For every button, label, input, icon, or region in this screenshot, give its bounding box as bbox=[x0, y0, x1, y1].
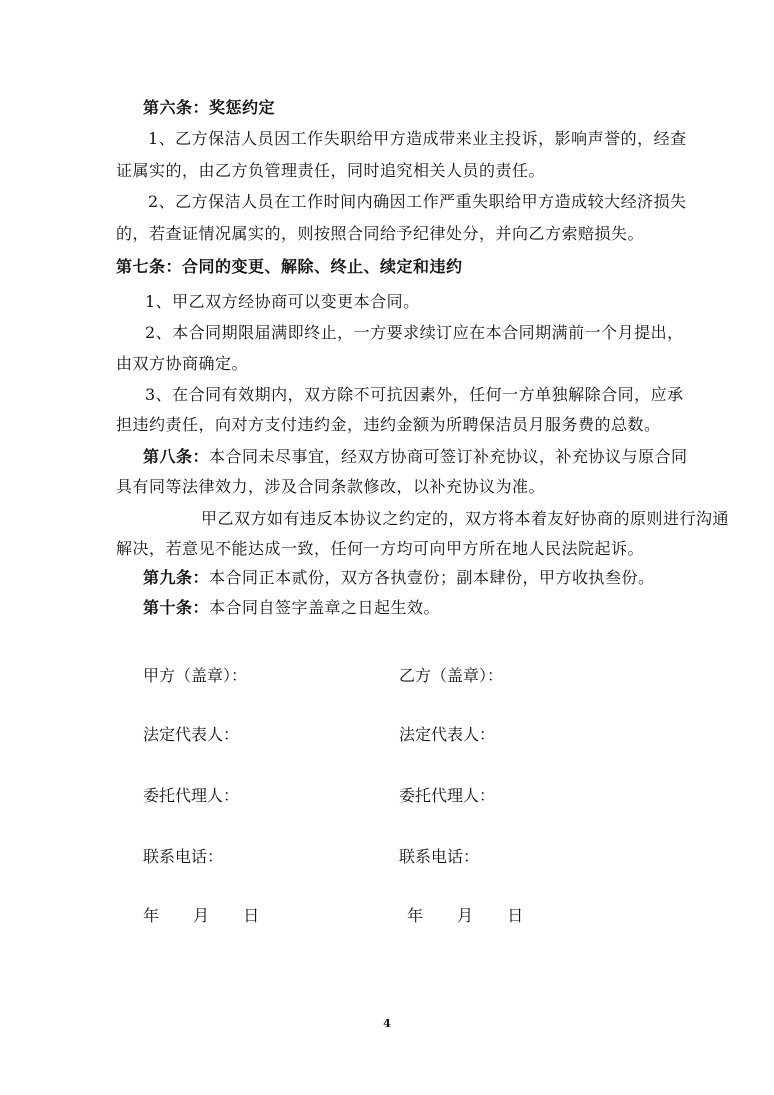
article8-text: 本合同未尽事宜，经双方协商可签订补充协议，补充协议与原合同 bbox=[209, 447, 688, 466]
party-b-year: 年 bbox=[407, 906, 424, 925]
article7-para2-line1: 2、本合同期限届满即终止，一方要求续订应在本合同期满前一个月提出， bbox=[145, 323, 684, 342]
article10-line bbox=[143, 597, 440, 619]
party-a-date bbox=[143, 905, 259, 927]
party-a-day: 日 bbox=[243, 906, 260, 925]
article6-para2-line2: 的，若查证情况属实的，则按照合同给予纪律处分，并向乙方索赔损失。 bbox=[116, 224, 645, 243]
party-b-phone-label: 联系电话： bbox=[399, 847, 480, 866]
article9-line bbox=[143, 567, 655, 589]
article10-text: 本合同自签字盖章之日起生效。 bbox=[209, 598, 441, 617]
party-b-day: 日 bbox=[507, 906, 524, 925]
article6-para1-line1: 1、乙方保洁人员因工作失职给甲方造成带来业主投诉，影响声誉的，经查 bbox=[148, 129, 687, 148]
dispute-line1: 甲乙双方如有违反本协议之约定的，双方将本着友好协商的原则进行沟通 bbox=[201, 509, 730, 528]
party-a-seal-label: 甲方（盖章）： bbox=[143, 666, 248, 685]
article7-para3-line2: 担违约责任，向对方支付违约金，违约金额为所聘保洁员月服务费的总数。 bbox=[116, 415, 661, 434]
party-b-month: 月 bbox=[457, 906, 474, 925]
article8-line1 bbox=[143, 446, 688, 468]
party-a-year: 年 bbox=[143, 906, 160, 925]
article7-heading: 第七条：合同的变更、解除、终止、续定和违约 bbox=[116, 257, 463, 276]
article6-heading: 第六条：奖惩约定 bbox=[143, 98, 276, 117]
dispute-line2: 解决，若意见不能达成一致，任何一方均可向甲方所在地人民法院起诉。 bbox=[116, 539, 645, 558]
party-a-phone-label: 联系电话： bbox=[143, 847, 224, 866]
party-b-date bbox=[407, 905, 523, 927]
party-b-agent-label: 委托代理人： bbox=[399, 786, 496, 805]
party-b-seal-label: 乙方（盖章）： bbox=[399, 666, 504, 685]
party-a-legal-rep-label: 法定代表人： bbox=[143, 725, 240, 744]
article7-para1: 1、甲乙双方经协商可以变更本合同。 bbox=[145, 292, 420, 311]
article7-para2-line2: 由双方协商确定。 bbox=[116, 354, 249, 373]
article6-para2-line1: 2、乙方保洁人员在工作时间内确因工作严重失职给甲方造成较大经济损失 bbox=[148, 192, 687, 211]
party-b-legal-rep-label: 法定代表人： bbox=[399, 725, 496, 744]
article9-label: 第九条： bbox=[143, 568, 210, 587]
article7-para3-line1: 3、在合同有效期内，双方除不可抗因素外，任何一方单独解除合同，应承 bbox=[145, 385, 684, 404]
party-a-agent-label: 委托代理人： bbox=[143, 786, 240, 805]
page-number: 4 bbox=[383, 1017, 391, 1030]
article10-label: 第十条： bbox=[143, 598, 210, 617]
party-a-month: 月 bbox=[193, 906, 210, 925]
article8-label: 第八条： bbox=[143, 447, 210, 466]
article6-para1-line2: 证属实的，由乙方负管理责任，同时追究相关人员的责任。 bbox=[116, 161, 546, 180]
article9-text: 本合同正本贰份，双方各执壹份；副本肆份，甲方收执叁份。 bbox=[209, 568, 655, 587]
article8-line2: 具有同等法律效力，涉及合同条款修改，以补充协议为准。 bbox=[116, 477, 546, 496]
